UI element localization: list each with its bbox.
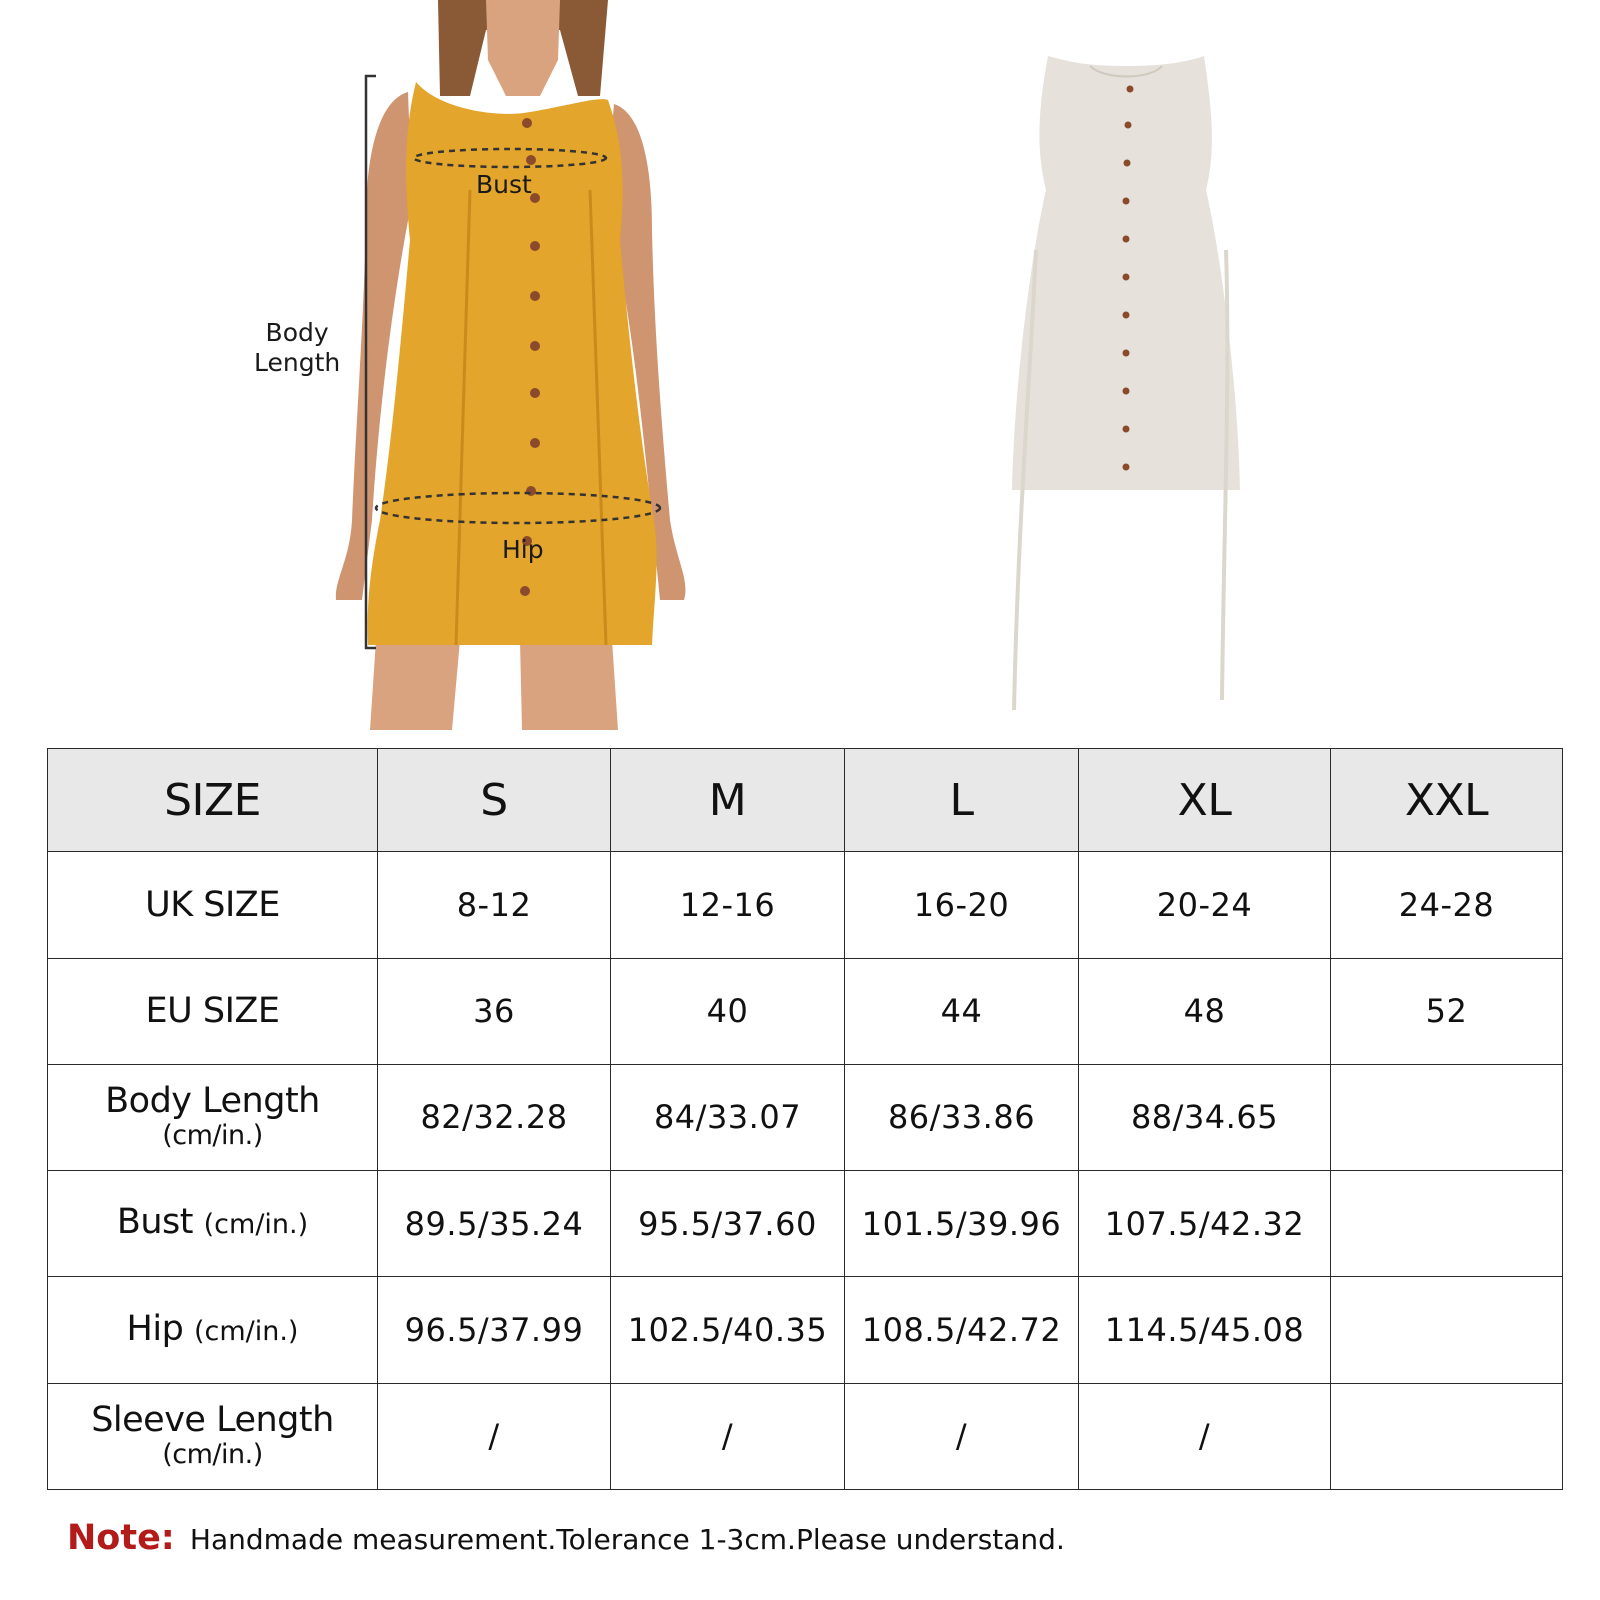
size-chart-table bbox=[47, 748, 1563, 1490]
model-figure bbox=[336, 0, 686, 730]
table-row bbox=[48, 1171, 1563, 1277]
measurement-note bbox=[67, 1518, 1065, 1558]
hip-label: Hip bbox=[502, 535, 544, 564]
table-cell: 84/33.07 bbox=[611, 1064, 845, 1170]
table-row bbox=[48, 1277, 1563, 1383]
dress-figures bbox=[0, 0, 1600, 730]
table-cell bbox=[1331, 1277, 1563, 1383]
table-cell: 40 bbox=[611, 958, 845, 1064]
table-cell: 8-12 bbox=[378, 852, 611, 958]
row-label-bust bbox=[48, 1171, 378, 1277]
table-cell: 108.5/42.72 bbox=[845, 1277, 1079, 1383]
table-cell: / bbox=[1079, 1383, 1331, 1489]
table-cell: 107.5/42.32 bbox=[1079, 1171, 1331, 1277]
row-label-unit: (cm/in.) bbox=[203, 1209, 309, 1241]
table-header-row bbox=[48, 749, 1563, 852]
row-label-unit: (cm/in.) bbox=[193, 1315, 299, 1347]
body-length-label-line1: Body bbox=[265, 318, 329, 347]
header-xxl: XXL bbox=[1331, 749, 1563, 852]
note-text: Handmade measurement.Tolerance 1-3cm.Please understand. bbox=[189, 1523, 1065, 1556]
table-cell: 102.5/40.35 bbox=[611, 1277, 845, 1383]
table-cell bbox=[1331, 1064, 1563, 1170]
row-label-text: Bust bbox=[116, 1202, 193, 1243]
flat-dress bbox=[1012, 56, 1240, 710]
table-cell: / bbox=[611, 1383, 845, 1489]
body-length-label-line2: Length bbox=[254, 348, 341, 377]
row-label-text: Hip bbox=[126, 1308, 184, 1349]
row-label-eu-size: EU SIZE bbox=[48, 958, 378, 1064]
product-illustration bbox=[0, 0, 1600, 730]
row-label-body-length bbox=[48, 1064, 378, 1170]
bust-label: Bust bbox=[476, 170, 532, 199]
table-cell: 114.5/45.08 bbox=[1079, 1277, 1331, 1383]
header-l: L bbox=[845, 749, 1079, 852]
header-xl: XL bbox=[1079, 749, 1331, 852]
note-label: Note: bbox=[67, 1518, 175, 1558]
row-label-sleeve-length bbox=[48, 1383, 378, 1489]
table-cell: 86/33.86 bbox=[845, 1064, 1079, 1170]
table-cell: 12-16 bbox=[611, 852, 845, 958]
table-cell: 89.5/35.24 bbox=[378, 1171, 611, 1277]
table-cell: 24-28 bbox=[1331, 852, 1563, 958]
row-label-text: Body Length bbox=[105, 1081, 320, 1122]
table-cell: 48 bbox=[1079, 958, 1331, 1064]
header-m: M bbox=[611, 749, 845, 852]
row-label-unit: (cm/in.) bbox=[162, 1439, 263, 1471]
header-size: SIZE bbox=[48, 749, 378, 852]
table-cell: 16-20 bbox=[845, 852, 1079, 958]
body-length-label bbox=[254, 318, 340, 378]
table-cell: 95.5/37.60 bbox=[611, 1171, 845, 1277]
header-s: S bbox=[378, 749, 611, 852]
table-cell: 82/32.28 bbox=[378, 1064, 611, 1170]
row-label-unit: (cm/in.) bbox=[162, 1120, 263, 1152]
table-cell: 96.5/37.99 bbox=[378, 1277, 611, 1383]
table-cell: 36 bbox=[378, 958, 611, 1064]
table-cell: / bbox=[378, 1383, 611, 1489]
table-cell bbox=[1331, 1383, 1563, 1489]
table-cell: 88/34.65 bbox=[1079, 1064, 1331, 1170]
table-row bbox=[48, 958, 1563, 1064]
table-row bbox=[48, 1064, 1563, 1170]
table-cell: 52 bbox=[1331, 958, 1563, 1064]
table-row bbox=[48, 1383, 1563, 1489]
row-label-hip bbox=[48, 1277, 378, 1383]
table-cell: 44 bbox=[845, 958, 1079, 1064]
table-cell: / bbox=[845, 1383, 1079, 1489]
row-label-text: Sleeve Length bbox=[91, 1400, 334, 1441]
table-cell bbox=[1331, 1171, 1563, 1277]
table-cell: 101.5/39.96 bbox=[845, 1171, 1079, 1277]
table-row bbox=[48, 852, 1563, 958]
row-label-uk-size: UK SIZE bbox=[48, 852, 378, 958]
table-cell: 20-24 bbox=[1079, 852, 1331, 958]
